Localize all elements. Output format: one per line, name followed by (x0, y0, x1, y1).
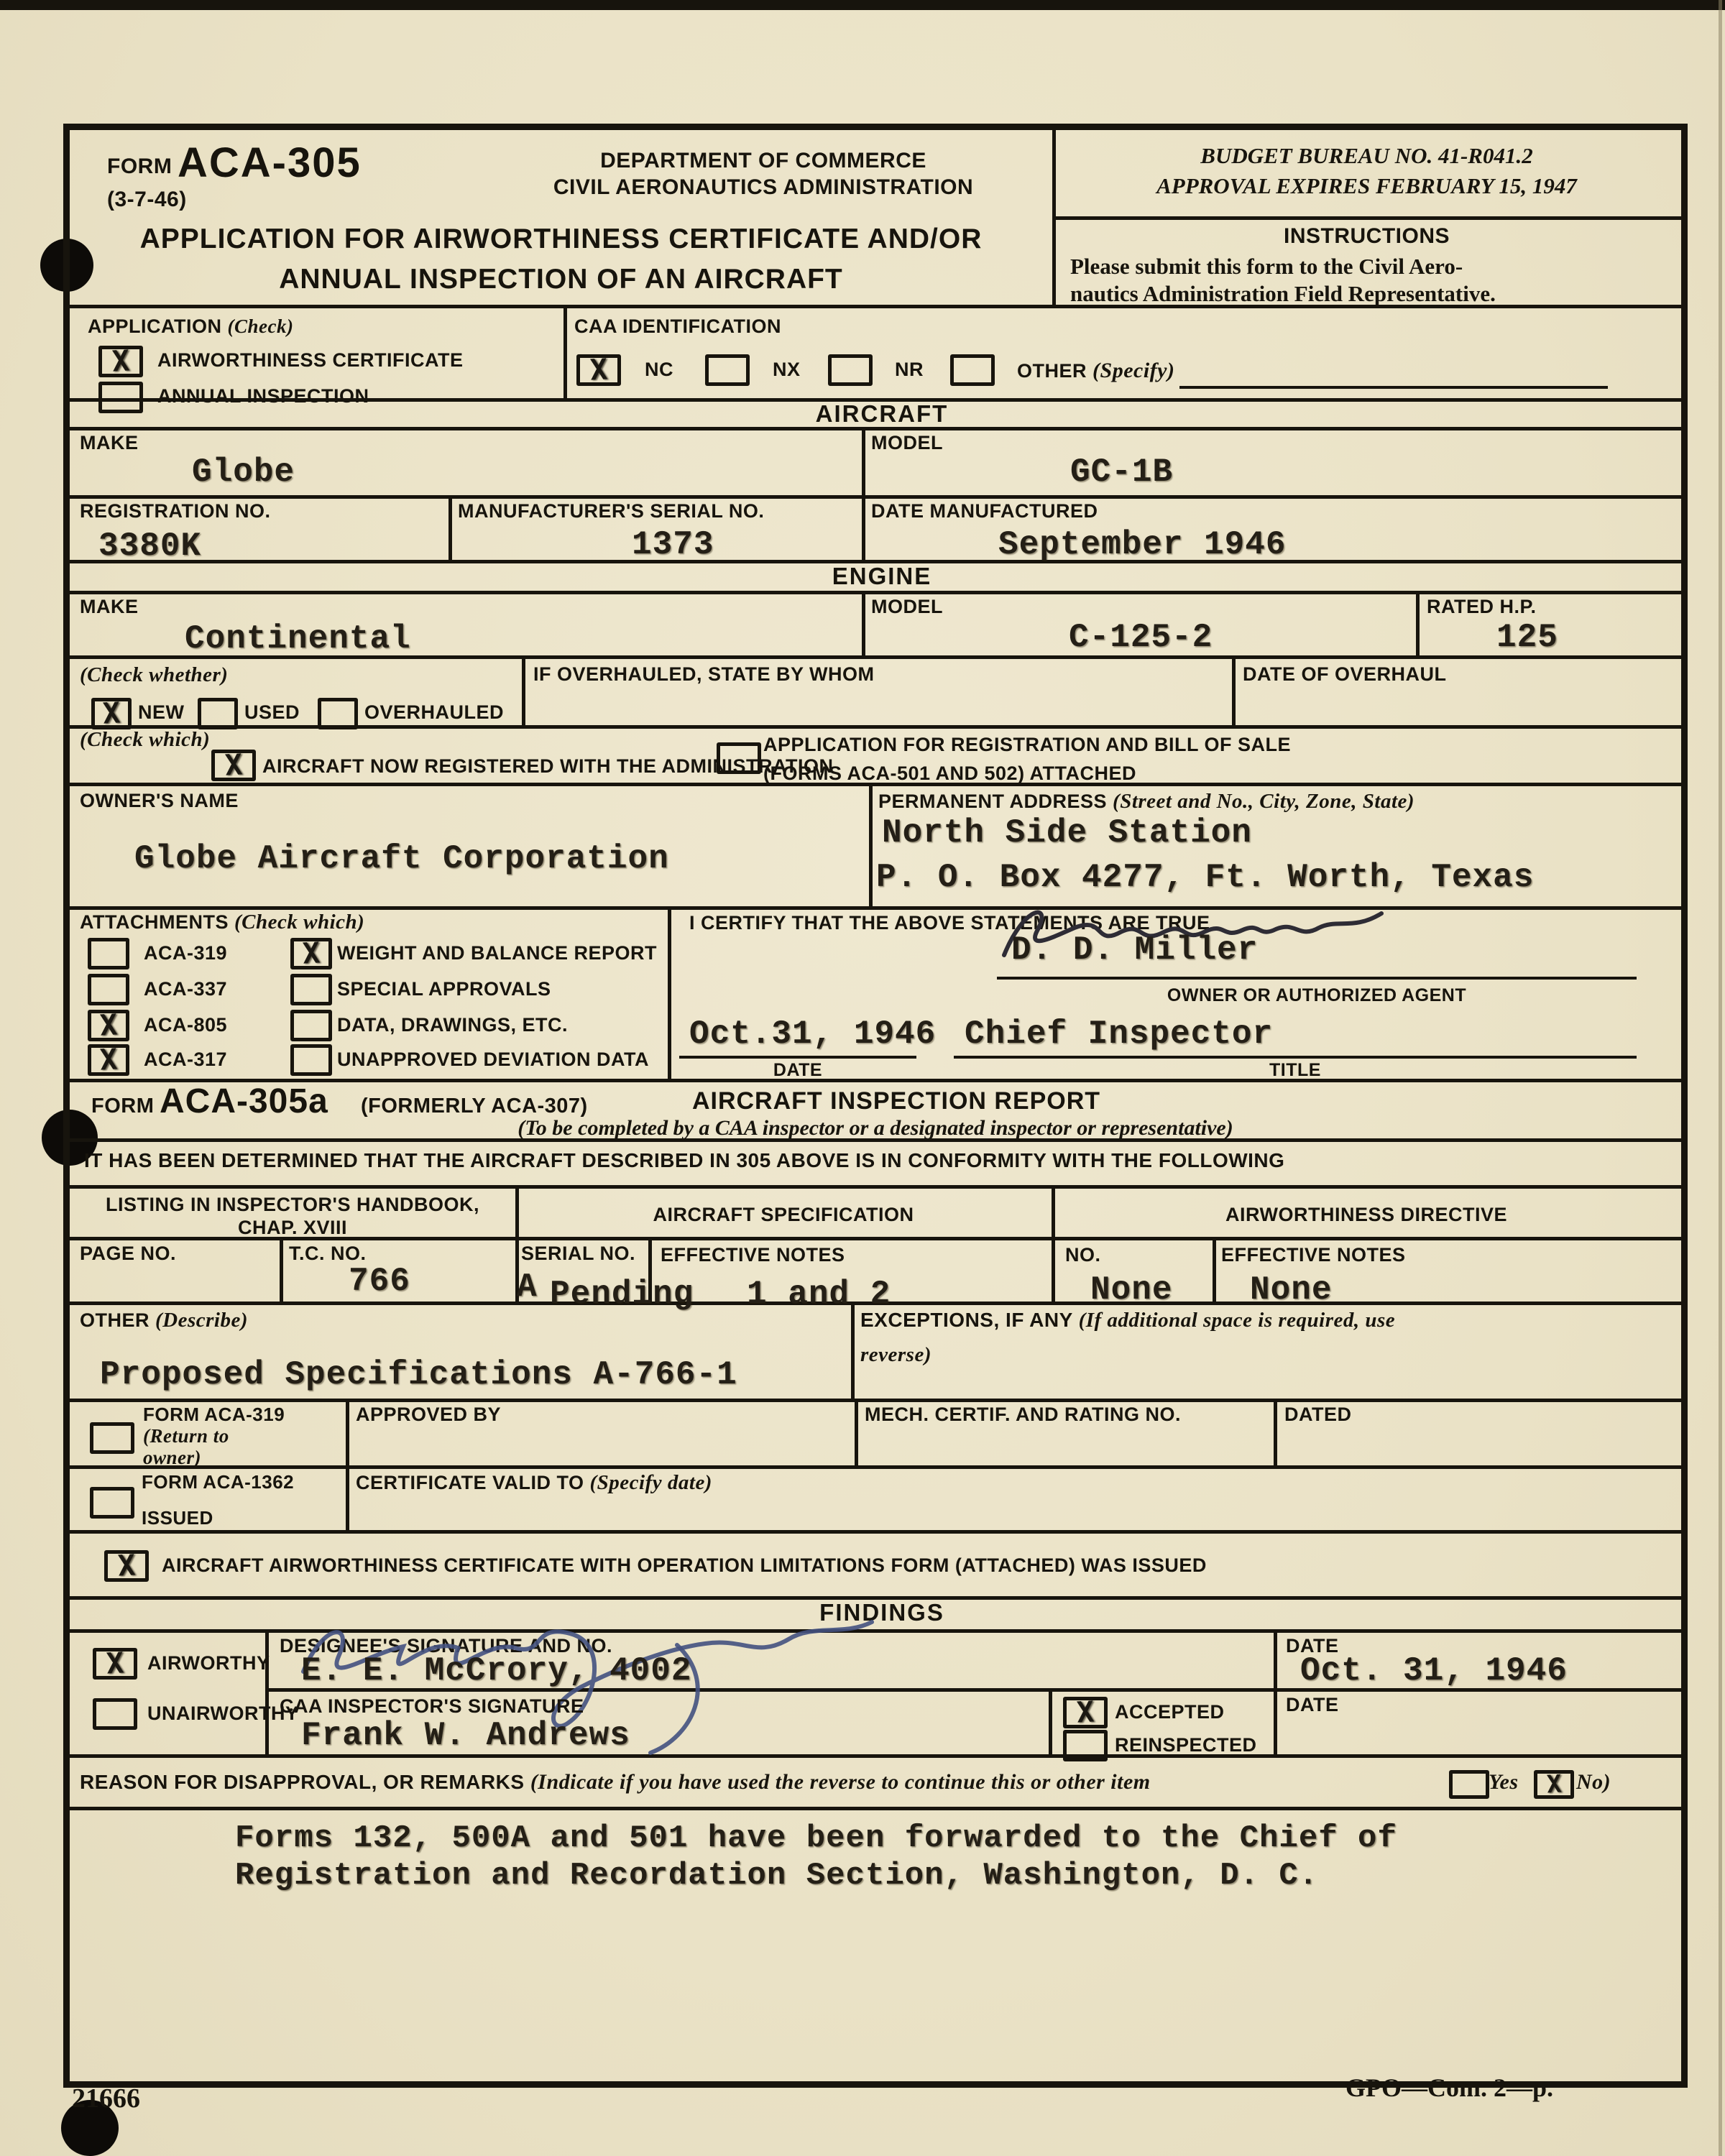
new-label: NEW (138, 701, 185, 723)
tc-no-value: 766 (349, 1263, 410, 1300)
certificate-valid-to-label: CERTIFICATE VALID TO (Specify date) (356, 1471, 712, 1494)
special-approvals-label: SPECIAL APPROVALS (337, 978, 551, 1000)
grid-line (70, 906, 1681, 910)
aca-805-checkbox: X (88, 1010, 129, 1041)
new-checkbox: X (91, 698, 132, 729)
budget-bureau-line1: BUDGET BUREAU NO. 41-R041.2 (1200, 143, 1533, 168)
airworthiness-certificate-label: AIRWORTHINESS CERTIFICATE (157, 349, 464, 371)
owner-agent-label: OWNER OR AUTHORIZED AGENT (1167, 985, 1467, 1005)
data-drawings-checkbox (290, 1010, 332, 1041)
grid-line (70, 591, 1681, 594)
form-number-prefix: FORM (107, 155, 172, 178)
nr-checkbox (828, 354, 873, 386)
caa-inspector-signature-typed: Frank W. Andrews (301, 1717, 630, 1754)
grid-line (862, 591, 865, 655)
footer-gpo-imprint: GPO—Com. 2—p. (1346, 2073, 1554, 2102)
grid-line (70, 1465, 1681, 1469)
data-drawings-label: DATA, DRAWINGS, ETC. (337, 1014, 568, 1036)
application-label: APPLICATION (Check) (88, 315, 294, 337)
determination-statement: IT HAS BEEN DETERMINED THAT THE AIRCRAFT DESCRIBED IN 305 ABOVE IS IN CONFORMITY WITH THE FOLLOWING (84, 1149, 1285, 1171)
directive-no-value: None (1090, 1271, 1173, 1309)
grid-line (70, 1530, 1681, 1534)
accepted-label: ACCEPTED (1115, 1701, 1225, 1723)
certification-date-line (679, 1056, 916, 1059)
owner-signature-typed: D. D. Miller (1011, 931, 1259, 969)
aca-319-checkbox (88, 938, 129, 969)
caa-identification-label: CAA IDENTIFICATION (574, 315, 781, 337)
airworthy-label: AIRWORTHY (147, 1652, 270, 1674)
form-aca-1362-issued-label: ISSUED (142, 1507, 213, 1529)
address-line2: P. O. Box 4277, Ft. Worth, Texas (876, 859, 1535, 896)
owner-name-value: Globe Aircraft Corporation (134, 840, 669, 877)
registered-with-administration-label: AIRCRAFT NOW REGISTERED WITH THE ADMINISTRATION (262, 755, 834, 777)
inspection-report-subtitle: (To be completed by a CAA inspector or a designated inspector or representative) (518, 1116, 1233, 1140)
form-aca-319-checkbox (90, 1422, 134, 1454)
instructions-title: INSTRUCTIONS (1284, 224, 1450, 248)
nr-label: NR (895, 359, 924, 380)
aca-805-label: ACA-805 (144, 1014, 228, 1036)
grid-line (70, 1807, 1681, 1810)
listing-column-line2: CHAP. XVIII (237, 1217, 348, 1238)
effective-notes-label: EFFECTIVE NOTES (661, 1244, 845, 1266)
registration-no-label: REGISTRATION NO. (80, 500, 271, 522)
overhauled-by-whom-label: IF OVERHAULED, STATE BY WHOM (533, 663, 875, 685)
remarks-line1: Forms 132, 500A and 501 have been forwarded to the Chief of (235, 1820, 1397, 1856)
check-which-note: (Check which) (80, 728, 211, 751)
registration-attached-line1: APPLICATION FOR REGISTRATION AND BILL OF SALE (763, 734, 1291, 755)
form-title-line1: APPLICATION FOR AIRWORTHINESS CERTIFICATE AND/OR (139, 224, 983, 254)
approved-by-label: APPROVED BY (356, 1404, 502, 1425)
mech-certif-label: MECH. CERTIF. AND RATING NO. (865, 1404, 1181, 1425)
grid-line (855, 1399, 858, 1465)
certification-title-label: TITLE (1269, 1060, 1321, 1080)
grid-line (1049, 1688, 1052, 1754)
aircraft-make-label: MAKE (80, 432, 139, 453)
scan-edge-line (1719, 0, 1722, 2156)
scan-top-band (0, 0, 1725, 10)
attachments-label: ATTACHMENTS (Check which) (80, 911, 365, 934)
grid-line (1274, 1629, 1277, 1754)
other-describe-value: Proposed Specifications A-766-1 (100, 1356, 737, 1393)
certification-date-label: DATE (773, 1060, 823, 1080)
engine-model-label: MODEL (871, 596, 943, 617)
footer-serial-number: 21666 (72, 2083, 140, 2114)
form-title-line2: ANNUAL INSPECTION OF AN AIRCRAFT (279, 264, 843, 295)
form-revision: (3-7-46) (107, 188, 187, 211)
grid-line (280, 1237, 283, 1302)
grid-line (1213, 1237, 1216, 1302)
grid-line (70, 1399, 1681, 1402)
form-aca-1362-label: FORM ACA-1362 (142, 1471, 295, 1493)
serial-value: Pending (550, 1276, 694, 1313)
page-no-label: PAGE NO. (80, 1243, 177, 1264)
special-approvals-checkbox (290, 974, 332, 1005)
airworthiness-certificate-checkbox: X (98, 346, 143, 377)
certificate-issued-checkbox: X (104, 1550, 149, 1582)
used-checkbox (198, 698, 238, 729)
grid-line (1052, 1185, 1055, 1302)
serial-prefix-value: A (517, 1268, 538, 1306)
registration-attached-line2: (FORMS ACA-501 AND 502) ATTACHED (763, 763, 1137, 784)
airworthy-checkbox: X (93, 1648, 137, 1680)
aca-337-label: ACA-337 (144, 978, 228, 1000)
overhauled-label: OVERHAULED (364, 701, 505, 723)
form-aca-319-note2: owner) (143, 1447, 202, 1468)
grid-line (1416, 591, 1420, 655)
grid-line (346, 1399, 349, 1530)
accepted-checkbox: X (1063, 1697, 1108, 1728)
weight-balance-label: WEIGHT AND BALANCE REPORT (337, 942, 657, 964)
form-border (63, 124, 1688, 2088)
findings-date-label: DATE (1286, 1635, 1339, 1657)
aca-319-label: ACA-319 (144, 942, 228, 964)
effective-notes-value: 1 and 2 (747, 1276, 891, 1313)
grid-line (1052, 216, 1681, 220)
unairworthy-checkbox (93, 1698, 137, 1730)
owner-signature-line (997, 977, 1637, 980)
weight-balance-checkbox: X (290, 938, 332, 969)
unapproved-deviation-label: UNAPPROVED DEVIATION DATA (337, 1049, 650, 1070)
rated-hp-label: RATED H.P. (1427, 596, 1537, 617)
grid-line (1274, 1399, 1277, 1465)
findings-date2-label: DATE (1286, 1694, 1339, 1715)
directive-notes-value: None (1250, 1271, 1333, 1309)
certification-title-value: Chief Inspector (965, 1015, 1274, 1053)
overhauled-checkbox (318, 698, 358, 729)
budget-bureau-line2: APPROVAL EXPIRES FEBRUARY 15, 1947 (1156, 173, 1577, 198)
grid-line (522, 655, 525, 725)
remarks-line2: Registration and Recordation Section, Washington, D. C. (235, 1858, 1319, 1894)
directive-no-label: NO. (1065, 1244, 1101, 1266)
form-aca-319-note1: (Return to (143, 1425, 229, 1447)
other-specify-line (1179, 386, 1608, 389)
exceptions-label: EXCEPTIONS, IF ANY (If additional space is required, use (860, 1309, 1396, 1332)
findings-date-value: Oct. 31, 1946 (1300, 1652, 1568, 1690)
rated-hp-value: 125 (1496, 619, 1558, 656)
unairworthy-label: UNAIRWORTHY (147, 1703, 299, 1724)
department-line1: DEPARTMENT OF COMMERCE (600, 149, 926, 172)
grid-line (869, 783, 873, 906)
instructions-line1: Please submit this form to the Civil Aero- (1070, 254, 1463, 279)
grid-line (70, 725, 1681, 729)
nc-checkbox: X (576, 354, 621, 386)
date-manufactured-value: September 1946 (998, 526, 1287, 563)
address-line1: North Side Station (882, 814, 1252, 852)
form-305a-prefix: FORM (91, 1095, 155, 1118)
reason-for-disapproval-label: REASON FOR DISAPPROVAL, OR REMARKS (Indicate if you have used the reverse to continue this or other item (80, 1770, 1151, 1794)
department-line2: CIVIL AERONAUTICS ADMINISTRATION (553, 175, 974, 199)
engine-make-label: MAKE (80, 596, 139, 617)
listing-column-line1: LISTING IN INSPECTOR'S HANDBOOK, (106, 1194, 479, 1215)
reinspected-checkbox (1063, 1730, 1108, 1761)
dated-label: DATED (1284, 1404, 1352, 1425)
check-whether-note: (Check whether) (80, 663, 229, 686)
directive-notes-label: EFFECTIVE NOTES (1221, 1244, 1406, 1266)
findings-section-title: FINDINGS (819, 1599, 944, 1626)
unapproved-deviation-checkbox (290, 1044, 332, 1076)
designee-signature-typed: E. E. McCrory, 4002 (301, 1652, 692, 1690)
aircraft-model-value: GC-1B (1070, 453, 1174, 491)
certificate-issued-label: AIRCRAFT AIRWORTHINESS CERTIFICATE WITH OPERATION LIMITATIONS FORM (ATTACHED) WAS ISSUED (162, 1554, 1207, 1576)
reverse-yes-checkbox (1449, 1770, 1489, 1799)
certify-statement: I CERTIFY THAT THE ABOVE STATEMENTS ARE TRUE (689, 912, 1210, 934)
nc-label: NC (645, 359, 673, 380)
date-manufactured-label: DATE MANUFACTURED (871, 500, 1098, 522)
engine-make-value: Continental (185, 620, 411, 658)
grid-line (668, 906, 671, 1079)
grid-line (564, 305, 567, 398)
designee-signature-label: DESIGNEE'S SIGNATURE AND NO. (280, 1635, 612, 1657)
other-describe-label: OTHER (Describe) (80, 1309, 249, 1332)
grid-line (448, 495, 452, 560)
grid-line (851, 1302, 855, 1399)
used-label: USED (244, 701, 300, 723)
grid-line (862, 427, 865, 495)
tc-no-label: T.C. NO. (289, 1243, 367, 1264)
inspection-report-title: AIRCRAFT INSPECTION REPORT (691, 1087, 1101, 1115)
mfr-serial-value: 1373 (632, 526, 714, 563)
form-number: ACA-305 (178, 139, 362, 186)
nx-checkbox (705, 354, 750, 386)
aircraft-make-value: Globe (192, 453, 295, 491)
registration-no-value: 3380K (98, 528, 202, 565)
grid-line (70, 495, 1681, 499)
form-aca-1362-checkbox (90, 1487, 134, 1519)
owner-name-label: OWNER'S NAME (80, 790, 239, 811)
aca-337-checkbox (88, 974, 129, 1005)
permanent-address-label: PERMANENT ADDRESS (Street and No., City, Zone, State) (878, 790, 1415, 813)
engine-section-title: ENGINE (832, 563, 932, 589)
certification-date-value: Oct.31, 1946 (689, 1015, 937, 1053)
other-id-checkbox (950, 354, 995, 386)
caa-inspector-signature-label: CAA INSPECTOR'S SIGNATURE (280, 1695, 584, 1717)
mfr-serial-label: MANUFACTURER'S SERIAL NO. (458, 500, 765, 522)
form-aca-319-label: FORM ACA-319 (143, 1404, 285, 1425)
nx-label: NX (773, 359, 801, 380)
aircraft-model-label: MODEL (871, 432, 943, 453)
aca-317-label: ACA-317 (144, 1049, 228, 1070)
aca-317-checkbox: X (88, 1044, 129, 1076)
grid-line (70, 1185, 1681, 1189)
reverse-no-label: No) (1576, 1770, 1611, 1794)
annual-inspection-label: ANNUAL INSPECTION (157, 385, 369, 407)
aircraft-specification-column: AIRCRAFT SPECIFICATION (653, 1204, 914, 1225)
certification-title-line (954, 1056, 1637, 1059)
reinspected-label: REINSPECTED (1115, 1734, 1257, 1756)
form-305a-formerly: (FORMERLY ACA-307) (361, 1095, 588, 1118)
grid-line (1232, 655, 1236, 725)
other-id-label: OTHER (Specify) (1017, 359, 1175, 382)
aircraft-section-title: AIRCRAFT (815, 400, 949, 427)
engine-model-value: C-125-2 (1069, 619, 1213, 656)
reverse-no-checkbox: X (1534, 1770, 1574, 1799)
date-of-overhaul-label: DATE OF OVERHAUL (1243, 663, 1447, 685)
registered-with-administration-checkbox: X (211, 750, 256, 781)
reverse-yes-label: Yes (1489, 1770, 1519, 1794)
grid-line (265, 1629, 269, 1754)
grid-line (862, 495, 865, 560)
form-305a-number: ACA-305a (160, 1082, 328, 1120)
registration-attached-checkbox (717, 742, 761, 774)
instructions-line2: nautics Administration Field Representative. (1070, 281, 1496, 306)
airworthiness-directive-column: AIRWORTHINESS DIRECTIVE (1225, 1204, 1508, 1225)
exceptions-label-line2: reverse) (860, 1343, 932, 1366)
serial-no-label: SERIAL NO. (521, 1243, 636, 1264)
